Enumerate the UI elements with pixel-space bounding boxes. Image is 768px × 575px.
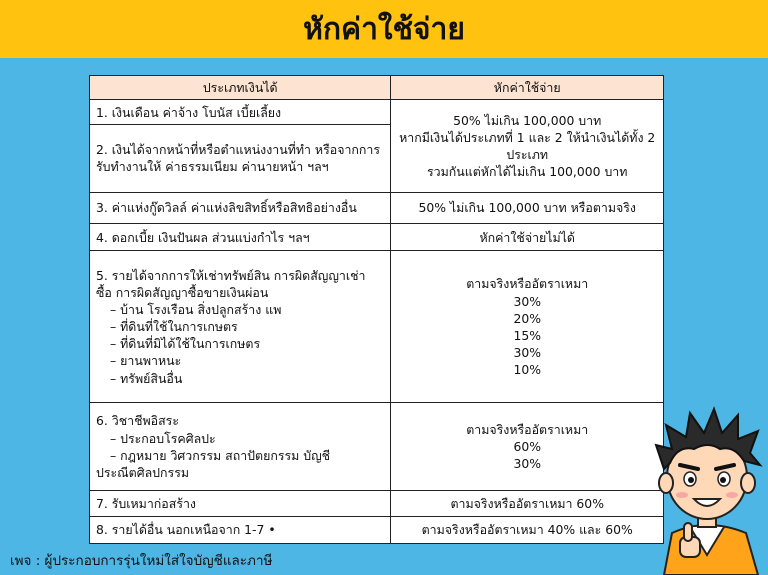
income-subline: – ยานพาหนะ — [110, 353, 182, 369]
income-line: 8. รายได้อื่น นอกเหนือจาก 1-7 • — [96, 522, 276, 538]
deduction-line: ประเภท — [506, 146, 549, 162]
deduction-cell — [391, 516, 664, 543]
deduction-cell — [391, 402, 664, 490]
deduction-line: ตามจริงหรืออัตราเหมา 60% — [450, 495, 604, 511]
table-row — [90, 224, 664, 251]
footer-text: เพจ : ผู้ประกอบการรุ่นใหม่ใส่ใจบัญชีและภาษี — [10, 553, 273, 569]
deduction-line: 30% — [513, 344, 541, 360]
income-subline: – ทรัพย์สินอื่น — [110, 370, 183, 386]
deduction-header: หักค่าใช้จ่าย — [391, 76, 664, 100]
merged-deduction-cell — [391, 100, 664, 193]
income-subline: – กฎหมาย วิศวกรรม สถาปัตยกรรม บัญชี — [110, 447, 331, 463]
table-row — [90, 402, 664, 490]
deduction-line: 30% — [513, 293, 541, 309]
deduction-cell — [391, 192, 664, 224]
deduction-line: 20% — [513, 310, 541, 326]
table-row — [90, 516, 664, 543]
income-line: 1. เงินเดือน ค่าจ้าง โบนัส เบี้ยเลี้ยง — [96, 104, 282, 120]
deduction-line: ตามจริงหรืออัตราเหมา 40% และ 60% — [421, 522, 633, 538]
income-line: 6. วิชาชีพอิสระ — [96, 413, 179, 429]
income-cell — [90, 516, 391, 543]
income-cell — [90, 251, 391, 403]
income-subline: – บ้าน โรงเรือน สิ่งปลูกสร้าง แพ — [110, 302, 282, 318]
income-subline: – ที่ดินที่มิได้ใช้ในการเกษตร — [110, 336, 261, 352]
deduction-table — [89, 75, 664, 544]
income-line: 7. รับเหมาก่อสร้าง — [96, 495, 196, 511]
income-line: ซื้อ การผิดสัญญาซื้อขายเงินผ่อน — [96, 284, 269, 300]
income-line: ประณีตศิลปกรรม — [96, 464, 190, 480]
income-cell — [90, 100, 391, 125]
deduction-line: ตามจริงหรืออัตราเหมา — [466, 276, 589, 292]
deduction-cell — [391, 224, 664, 251]
income-subline: – ประกอบโรคศิลปะ — [110, 430, 216, 446]
deduction-table-container — [89, 75, 664, 544]
income-cell — [90, 192, 391, 224]
mascot-illustration — [646, 405, 768, 575]
income-subline: – ที่ดินที่ใช้ในการเกษตร — [110, 319, 238, 335]
table-row — [90, 100, 664, 125]
title-bar — [0, 0, 768, 58]
deduction-line: 10% — [513, 361, 541, 377]
deduction-line: รวมกันแต่หักได้ไม่เกิน 100,000 บาท — [426, 163, 628, 179]
income-cell — [90, 224, 391, 251]
income-line: 3. ค่าแห่งกู๊ดวิลล์ ค่าแห่งลิขสิทธิ์หรือสิทธิอย่างอื่น — [96, 200, 357, 216]
table-row — [90, 251, 664, 403]
deduction-cell — [391, 251, 664, 403]
income-cell — [90, 402, 391, 490]
income-line: 5. รายได้จากการให้เช่าทรัพย์สิน การผิดสัญญาเช่า — [96, 267, 366, 283]
page-title: หักค่าใช้จ่าย — [303, 11, 465, 47]
table-header-row — [90, 76, 664, 100]
income-line: 4. ดอกเบี้ย เงินปันผล ส่วนแบ่งกำไร ฯลฯ — [96, 229, 310, 245]
deduction-line: 30% — [513, 456, 541, 472]
income-cell — [90, 125, 391, 192]
deduction-line: 50% ไม่เกิน 100,000 บาท หรือตามจริง — [418, 200, 636, 216]
deduction-line: หากมีเงินได้ประเภทที่ 1 และ 2 ให้นำเงินได้ทั้ง 2 — [399, 129, 656, 145]
income-type-header: ประเภทเงินได้ — [90, 76, 391, 100]
deduction-line: 15% — [513, 327, 541, 343]
income-line: รับทำงานให้ ค่าธรรมเนียม ค่านายหน้า ฯลฯ — [96, 159, 329, 175]
deduction-line: หักค่าใช้จ่ายไม่ได้ — [479, 229, 575, 245]
deduction-line: 60% — [513, 439, 541, 455]
table-row — [90, 491, 664, 516]
income-cell — [90, 491, 391, 516]
deduction-line: ตามจริงหรืออัตราเหมา — [466, 422, 589, 437]
income-line: 2. เงินได้จากหน้าที่หรือตำแหน่งงานที่ทำ หรือจากการ — [96, 142, 381, 158]
table-row — [90, 192, 664, 224]
deduction-line: 50% ไม่เกิน 100,000 บาท — [453, 112, 602, 128]
deduction-cell — [391, 491, 664, 516]
